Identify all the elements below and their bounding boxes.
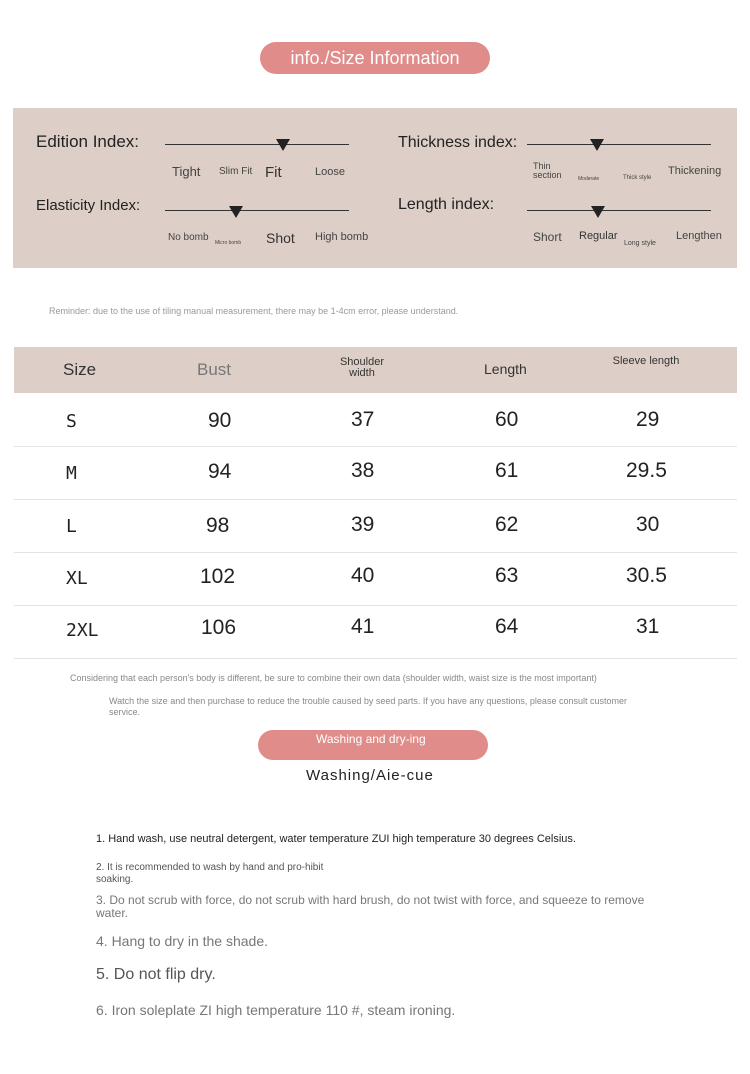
- wash-instruction-6: 6. Iron soleplate ZI high temperature 110 #, steam ironing.: [96, 1002, 456, 1018]
- cell-bust: 106: [201, 616, 237, 639]
- size-table-header: [14, 347, 737, 393]
- cell-length: 60: [495, 408, 519, 431]
- cell-length: 61: [495, 459, 519, 482]
- cell-size: L: [66, 516, 77, 537]
- table-row: [14, 553, 737, 606]
- index-panel: [13, 108, 737, 268]
- elasticity-option-micro-bomb: Micro bomb: [215, 240, 242, 246]
- thickness-option-thickening: Thickening: [668, 165, 722, 177]
- edition-option-fit: Fit: [265, 164, 282, 181]
- thickness-index-scale: [527, 144, 711, 145]
- header-shoulder-width: Shoulder width: [339, 356, 385, 379]
- edition-index-title: Edition Index:: [36, 132, 140, 151]
- cell-shoulder: 40: [351, 564, 375, 587]
- elasticity-selected-marker: [229, 206, 243, 218]
- cell-bust: 98: [206, 514, 230, 537]
- cell-size: M: [66, 463, 77, 484]
- length-index-scale: [527, 210, 711, 211]
- body-note: Considering that each person's body is different, be sure to combine their own data (shoulder width, waist size is the most important): [70, 673, 597, 683]
- header-sleeve-length: Sleeve length: [612, 355, 680, 367]
- cell-shoulder: 39: [351, 513, 375, 536]
- washing-title: Washing/Aie-cue: [306, 767, 434, 784]
- edition-option-slim-fit: Slim Fit: [219, 166, 253, 177]
- elasticity-option-shot: Shot: [266, 230, 295, 246]
- length-index-title: Length index:: [398, 196, 495, 213]
- cell-sleeve: 30.5: [626, 564, 667, 587]
- thickness-option-thin: Thin section: [533, 161, 562, 180]
- table-row: [14, 394, 737, 447]
- table-row: [14, 500, 737, 553]
- cell-size: 2XL: [66, 620, 99, 641]
- wash-instruction-1: 1. Hand wash, use neutral detergent, water temperature ZUI high temperature 30 degrees Celsius.: [96, 833, 576, 845]
- wash-instruction-5: 5. Do not flip dry.: [96, 966, 216, 983]
- wash-instruction-4: 4. Hang to dry in the shade.: [96, 933, 268, 949]
- length-option-lengthen: Lengthen: [676, 230, 722, 242]
- wash-instruction-2: 2. It is recommended to wash by hand and pro-hibit soaking.: [96, 862, 324, 885]
- cell-shoulder: 41: [351, 615, 375, 638]
- cell-bust: 102: [200, 565, 236, 588]
- thickness-option-thick: Thick style: [623, 175, 652, 181]
- cell-sleeve: 29.5: [626, 459, 667, 482]
- elasticity-index-title: Elasticity Index:: [36, 197, 141, 214]
- length-option-long: Long style: [624, 240, 656, 247]
- edition-index-scale: [165, 144, 349, 145]
- header-bust: Bust: [197, 360, 232, 379]
- washing-banner: Washing and dry-ing: [258, 730, 488, 760]
- cell-length: 62: [495, 513, 519, 536]
- size-info-banner: info./Size Information: [260, 42, 490, 74]
- measurement-reminder: Reminder: due to the use of tiling manual measurement, there may be 1-4cm error, please understand.: [49, 306, 459, 316]
- wash-instruction-3: 3. Do not scrub with force, do not scrub with hard brush, do not twist with force, and squeeze to remove water.: [96, 893, 645, 920]
- cell-sleeve: 31: [636, 615, 660, 638]
- table-row: [14, 447, 737, 500]
- length-option-regular: Regular: [579, 230, 618, 242]
- edition-selected-marker: [276, 139, 290, 151]
- edition-option-loose: Loose: [315, 166, 345, 178]
- header-size: Size: [63, 360, 97, 379]
- thickness-index-title: Thickness index:: [398, 134, 518, 151]
- cell-bust: 90: [208, 409, 232, 432]
- cell-size: XL: [66, 568, 88, 589]
- purchase-note: Watch the size and then purchase to reduce the trouble caused by seed parts. If you have any questions, please consult customer service.: [109, 696, 627, 717]
- cell-bust: 94: [208, 460, 232, 483]
- cell-length: 63: [495, 564, 519, 587]
- cell-shoulder: 37: [351, 408, 375, 431]
- cell-length: 64: [495, 615, 519, 638]
- thickness-option-moderate: Moderate: [578, 176, 600, 182]
- length-option-short: Short: [533, 230, 562, 244]
- cell-size: S: [66, 411, 77, 432]
- header-length: Length: [484, 361, 527, 377]
- elasticity-option-high-bomb: High bomb: [315, 231, 369, 243]
- elasticity-option-no-bomb: No bomb: [168, 232, 209, 243]
- elasticity-index-scale: [165, 210, 349, 211]
- table-row: [14, 606, 737, 659]
- length-selected-marker: [591, 206, 605, 218]
- cell-shoulder: 38: [351, 459, 375, 482]
- cell-sleeve: 30: [636, 513, 660, 536]
- edition-option-tight: Tight: [172, 164, 201, 179]
- cell-sleeve: 29: [636, 408, 660, 431]
- thickness-selected-marker: [590, 139, 604, 151]
